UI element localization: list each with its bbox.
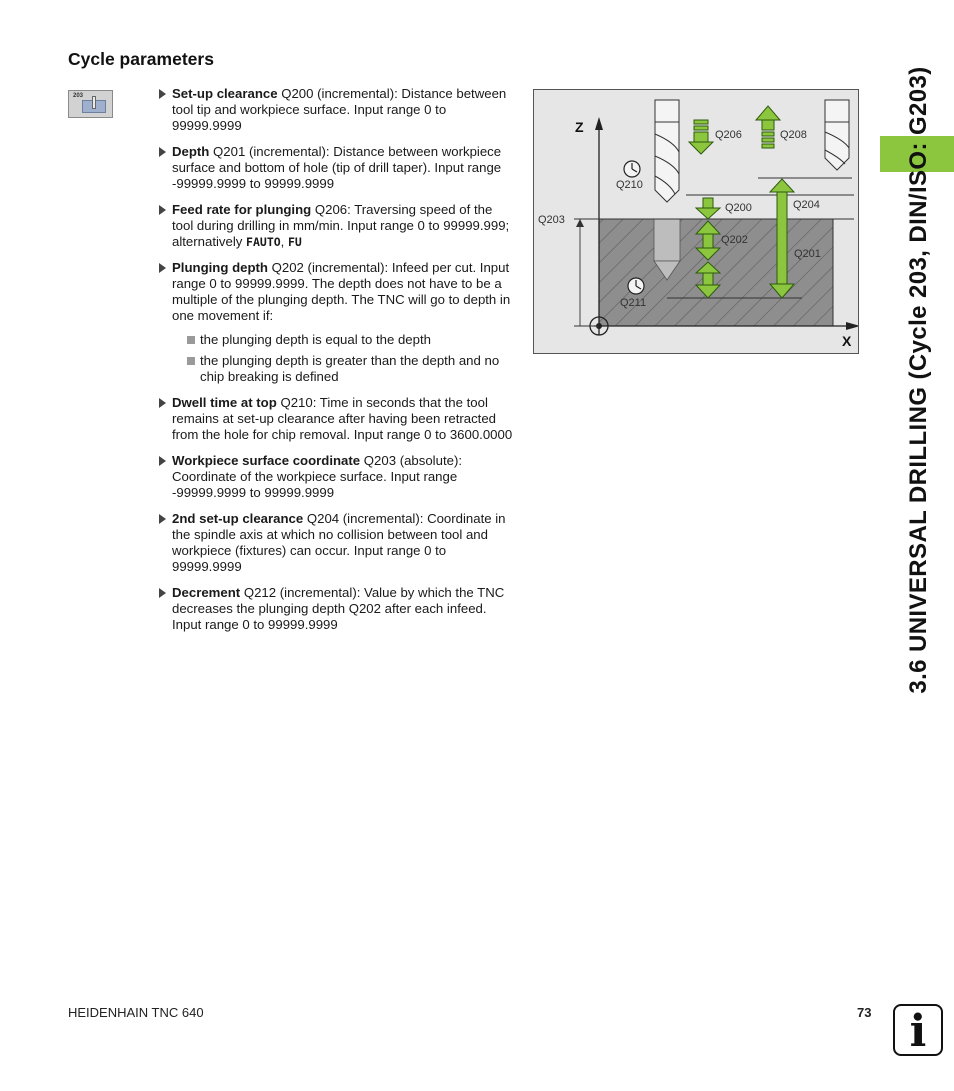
drilled-hole (654, 219, 680, 261)
cycle-diagram-svg (534, 90, 858, 353)
parameter-list (158, 86, 513, 643)
bullet-triangle-icon (159, 588, 166, 598)
info-glyph: i (909, 1006, 927, 1057)
q203-label: Q203 (538, 214, 565, 226)
param-name: Decrement (172, 585, 241, 600)
q202-label: Q202 (721, 234, 748, 246)
condition-item (186, 332, 513, 348)
condition-text: the plunging depth is equal to the depth (200, 332, 431, 347)
q204-label: Q204 (793, 199, 820, 211)
param-q201 (158, 144, 513, 192)
param-name: Feed rate for plunging (172, 202, 312, 217)
param-name: Workpiece surface coordinate (172, 453, 361, 468)
bullet-triangle-icon (159, 205, 166, 215)
q208-arrow (756, 106, 780, 148)
param-description: Q210: Time in seconds that the tool remains at set-up clearance after having been retracted from the hole for chip removal. Input range 0 to 3600.0000 (172, 395, 513, 442)
q200-arrow (696, 198, 720, 219)
q206-arrow (689, 120, 713, 154)
param-description: Q200 (incremental): Distance between tool tip and workpiece surface. Input range 0 to 99999.9999 (172, 86, 507, 133)
param-q206 (158, 202, 513, 250)
code-separator: , (280, 234, 288, 249)
param-q202 (158, 260, 513, 385)
condition-item (186, 353, 513, 385)
cycle-diagram (533, 89, 859, 354)
dwell-clock-bottom-icon (628, 278, 644, 294)
code-fauto: FAUTO (246, 235, 281, 249)
cycle-icon-drill (92, 96, 96, 109)
condition-text: the plunging depth is greater than the depth and no chip breaking is defined (200, 353, 500, 384)
param-name: 2nd set-up clearance (172, 511, 304, 526)
bullet-triangle-icon (159, 89, 166, 99)
bullet-triangle-icon (159, 514, 166, 524)
q211-label: Q211 (620, 297, 647, 309)
param-name: Depth (172, 144, 210, 159)
cycle-203-softkey-icon (68, 90, 113, 118)
param-name: Set-up clearance (172, 86, 278, 101)
bullet-square-icon (187, 336, 195, 344)
bullet-triangle-icon (159, 147, 166, 157)
x-axis-label: X (842, 333, 852, 349)
z-axis-label: Z (575, 119, 584, 135)
info-icon (893, 1004, 943, 1056)
q206-label: Q206 (715, 129, 742, 141)
bullet-triangle-icon (159, 263, 166, 273)
param-description: Q212 (incremental): Value by which the TNC decreases the plunging depth Q202 after each infeed. Input range 0 to 99999.9999 (172, 585, 505, 632)
param-description: Q206: Traversing speed of the tool during drilling in mm/min. Input range 0 to 99999.999; alternatively (172, 202, 510, 249)
x-axis-arrowhead (846, 322, 858, 330)
drill-tool-right (825, 100, 849, 170)
param-name: Plunging depth (172, 260, 268, 275)
section-title: Cycle parameters (68, 49, 214, 69)
bullet-triangle-icon (159, 398, 166, 408)
param-q203 (158, 453, 513, 501)
param-q200 (158, 86, 513, 134)
param-q210 (158, 395, 513, 443)
drill-tool-left (655, 100, 679, 202)
param-name: Dwell time at top (172, 395, 277, 410)
z-axis-arrowhead (595, 117, 603, 130)
dwell-clock-top-icon (624, 161, 640, 177)
param-description: Q203 (absolute): Coordinate of the workpiece surface. Input range -99999.9999 to 99999.9999 (172, 453, 463, 500)
code-fu: FU (288, 235, 302, 249)
bullet-triangle-icon (159, 456, 166, 466)
param-description: Q204 (incremental): Coordinate in the spindle axis at which no collision between tool and workpiece (fixtures) can occur. Input range 0 to 99999.9999 (172, 511, 506, 574)
param-description: Q201 (incremental): Distance between workpiece surface and bottom of hole (tip of drill taper). Input range -99999.9999 to 99999.9999 (172, 144, 502, 191)
chapter-side-title: 3.6 UNIVERSAL DRILLING (Cycle 203, DIN/ISO: G203) (905, 66, 932, 694)
condition-list (186, 332, 513, 385)
q210-label: Q210 (616, 179, 643, 191)
param-description: Q202 (incremental): Infeed per cut. Input range 0 to 99999.9999. The depth does not have to be a multiple of the plunging depth. The TNC will go to depth in one movement if: (172, 260, 511, 323)
param-q204 (158, 511, 513, 575)
q208-label: Q208 (780, 129, 807, 141)
param-q212 (158, 585, 513, 633)
footer-manual-title: HEIDENHAIN TNC 640 (68, 1005, 204, 1020)
q203-arrowhead (576, 219, 584, 227)
cycle-icon-label: 203 (73, 93, 84, 99)
q201-label: Q201 (794, 248, 821, 260)
bullet-square-icon (187, 357, 195, 365)
q200-label: Q200 (725, 202, 752, 214)
page-number: 73 (857, 1005, 872, 1020)
